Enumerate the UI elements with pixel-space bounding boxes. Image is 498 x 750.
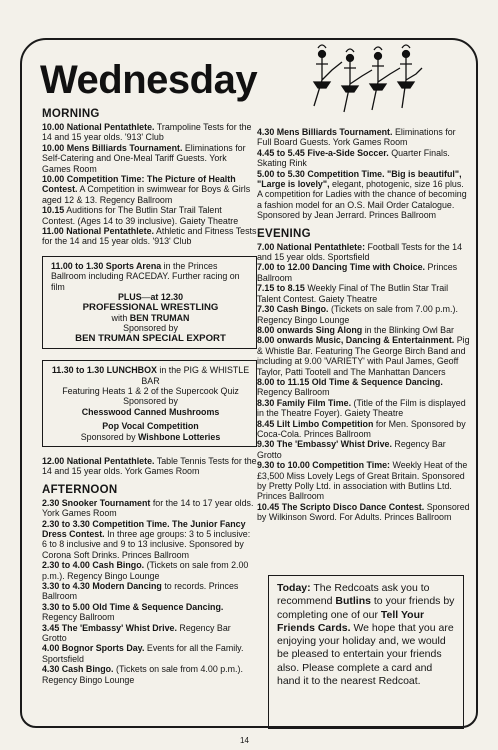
noon-entry: 12.00 National Pentathlete. Table Tennis Tests for the 14 and 15 year olds. York Games Room: [42, 455, 257, 477]
afternoon-cont-entry-1: 4.30 Mens Billiards Tournament. Eliminations for Full Board Guests. York Games Room: [257, 127, 456, 148]
page-title: Wednesday: [40, 58, 258, 102]
afternoon-entry-8: 4.30 Cash Bingo. (Tickets on sale from 4.00 p.m.). Regency Bingo Lounge: [42, 664, 243, 685]
right-column: [257, 127, 471, 523]
evening-entry-2: 7.00 to 12.00 Dancing Time with Choice. Princes Ballroom: [257, 262, 458, 283]
evening-entry-3: 7.15 to 8.15 Weekly Final of The Butlin Star Trail Talent Contest. Gaiety Theatre: [257, 283, 449, 304]
evening-entry-1: 7.00 National Pentathlete: Football Tests for the 14 and 15 year olds. Sportsfield: [257, 241, 463, 263]
afternoon-entry-6: 3.45 The 'Embassy' Whist Drive. Regency Bar Grotto: [42, 622, 231, 644]
afternoon-entry-2: 2.30 to 3.30 Competition Time. The Junior Fancy Dress Contest. In three age groups: 3 to 5 inclusive: 6 to 8 inclusive and 9 to 13 inclusive. Sponsored by Corona Soft Drinks. Princes Ballroom: [42, 518, 251, 560]
today-redcoats-box: Today: The Redcoats ask you to recommend Butlins to your friends by completing one of our Tell Your Friends Cards. We hope that you are enjoying your holiday and, we would be pleased to entertain your friends also. Please complete a card and hand it to the nearest Redcoat.: [268, 575, 464, 729]
sports-arena-box: 11.00 to 1.30 Sports Arena in the Princes Ballroom including RACEDAY. Further racing on film PLUS—at 12.30 PROFESSIONAL WRESTLING with BEN TRUMAN Sponsored by BEN TRUMAN SPECIAL EXPORT: [42, 256, 257, 349]
afternoon-entry-7: 4.00 Bognor Sports Day. Events for all the Family. Sportsfield: [42, 643, 244, 664]
evening-entry-10: 9.30 The 'Embassy' Whist Drive. Regency Bar Grotto: [257, 439, 446, 460]
afternoon-entry-1: 2.30 Snooker Tournament for the 14 to 17 year olds. York Games Room: [42, 497, 254, 519]
morning-heading: MORNING: [42, 108, 100, 120]
evening-entry-11: 9.30 to 10.00 Competition Time: Weekly Heat of the £3,500 Miss Lovely Legs of Great Britain. Sponsored by Pretty Polly Ltd. in association with Butlins Ltd. Princes Ballroom: [257, 460, 468, 502]
morning-entry-3: 10.00 Competition Time: The Picture of Health Contest. A Competition in swimwear for Boys & Girls aged 12 & 13. Regency Ballroom: [42, 174, 251, 205]
morning-entry-4: 10.15 Auditions for The Butlin Star Trail Talent Contest. (Ages 14 to 39 inclusive). Gaiety Theatre: [42, 205, 239, 226]
afternoon-heading: AFTERNOON: [42, 483, 118, 496]
evening-heading: EVENING: [257, 227, 311, 240]
afternoon-entry-3: 2.30 to 4.00 Cash Bingo. (Tickets on sale from 2.00 p.m.). Regency Bingo Lounge: [42, 560, 249, 581]
evening-entry-8: 8.30 Family Film Time. (Title of the Film is displayed in the Theatre Foyer). Gaiety Theatre: [257, 397, 466, 419]
evening-entry-5: 8.00 onwards Sing Along in the Blinking Owl Bar: [257, 324, 454, 335]
evening-entry-6: 8.00 onwards Music, Dancing & Entertainment. Pig & Whistle Bar. Featuring The George Birch Band and including at 9.00 'VARIETY' with Paul James, Geoff Taylor, Patti Tootell and The Manhattan Dancers: [257, 335, 470, 377]
afternoon-cont-entry-3: 5.00 to 5.30 Competition Time. "Big is beautiful", "Large is lovely", elegant, photogenic, size 16 plus. A competition for Ladies with the chance of becoming a fashion model for an O.S. Mail Order Catalogue. Sponsored by Jean Jerrard. Princes Ballroom: [257, 168, 467, 221]
evening-entry-7: 8.00 to 11.15 Old Time & Sequence Dancing. Regency Ballroom: [257, 376, 443, 398]
evening-entry-12: 10.45 The Scripto Disco Dance Contest. Sponsored by Wilkinson Sword. For Adults. Princes Ballroom: [257, 501, 470, 523]
morning-entry-2: 10.00 Mens Billiards Tournament. Eliminations for Self-Catering and One-Meal Tariff Guests. York Games Room: [42, 142, 246, 174]
lunchbox-box: 11.30 to 1.30 LUNCHBOX in the PIG & WHISTLE BAR Featuring Heats 1 & 2 of the Supercook Quiz Sponsored by Chesswood Canned Mushrooms Pop Vocal Competition Sponsored by Wishbone Lotteries: [42, 360, 257, 447]
left-column: [42, 108, 257, 685]
morning-entry-5: 11.00 National Pentathlete. Athletic and Fitness Tests for the 14 and 15 year olds. '913' Club: [42, 226, 257, 247]
morning-entry-1: 10.00 National Pentathlete. Trampoline Tests for the 14 and 15 year olds. '913' Club: [42, 122, 252, 143]
dancers-illustration: [300, 42, 430, 130]
evening-entry-9: 8.45 Lilt Limbo Competition for Men. Sponsored by Coca-Cola. Princes Ballroom: [257, 418, 466, 439]
evening-entry-4: 7.30 Cash Bingo. (Tickets on sale from 7.00 p.m.). Regency Bingo Lounge: [257, 304, 458, 325]
afternoon-entry-5: 3.30 to 5.00 Old Time & Sequence Dancing. Regency Ballroom: [42, 601, 224, 623]
page-number: 14: [240, 736, 249, 745]
afternoon-cont-entry-2: 4.45 to 5.45 Five-a-Side Soccer. Quarter Finals. Skating Rink: [257, 147, 450, 169]
afternoon-entry-4: 3.30 to 4.30 Modern Dancing to records. Princes Ballroom: [42, 581, 239, 602]
